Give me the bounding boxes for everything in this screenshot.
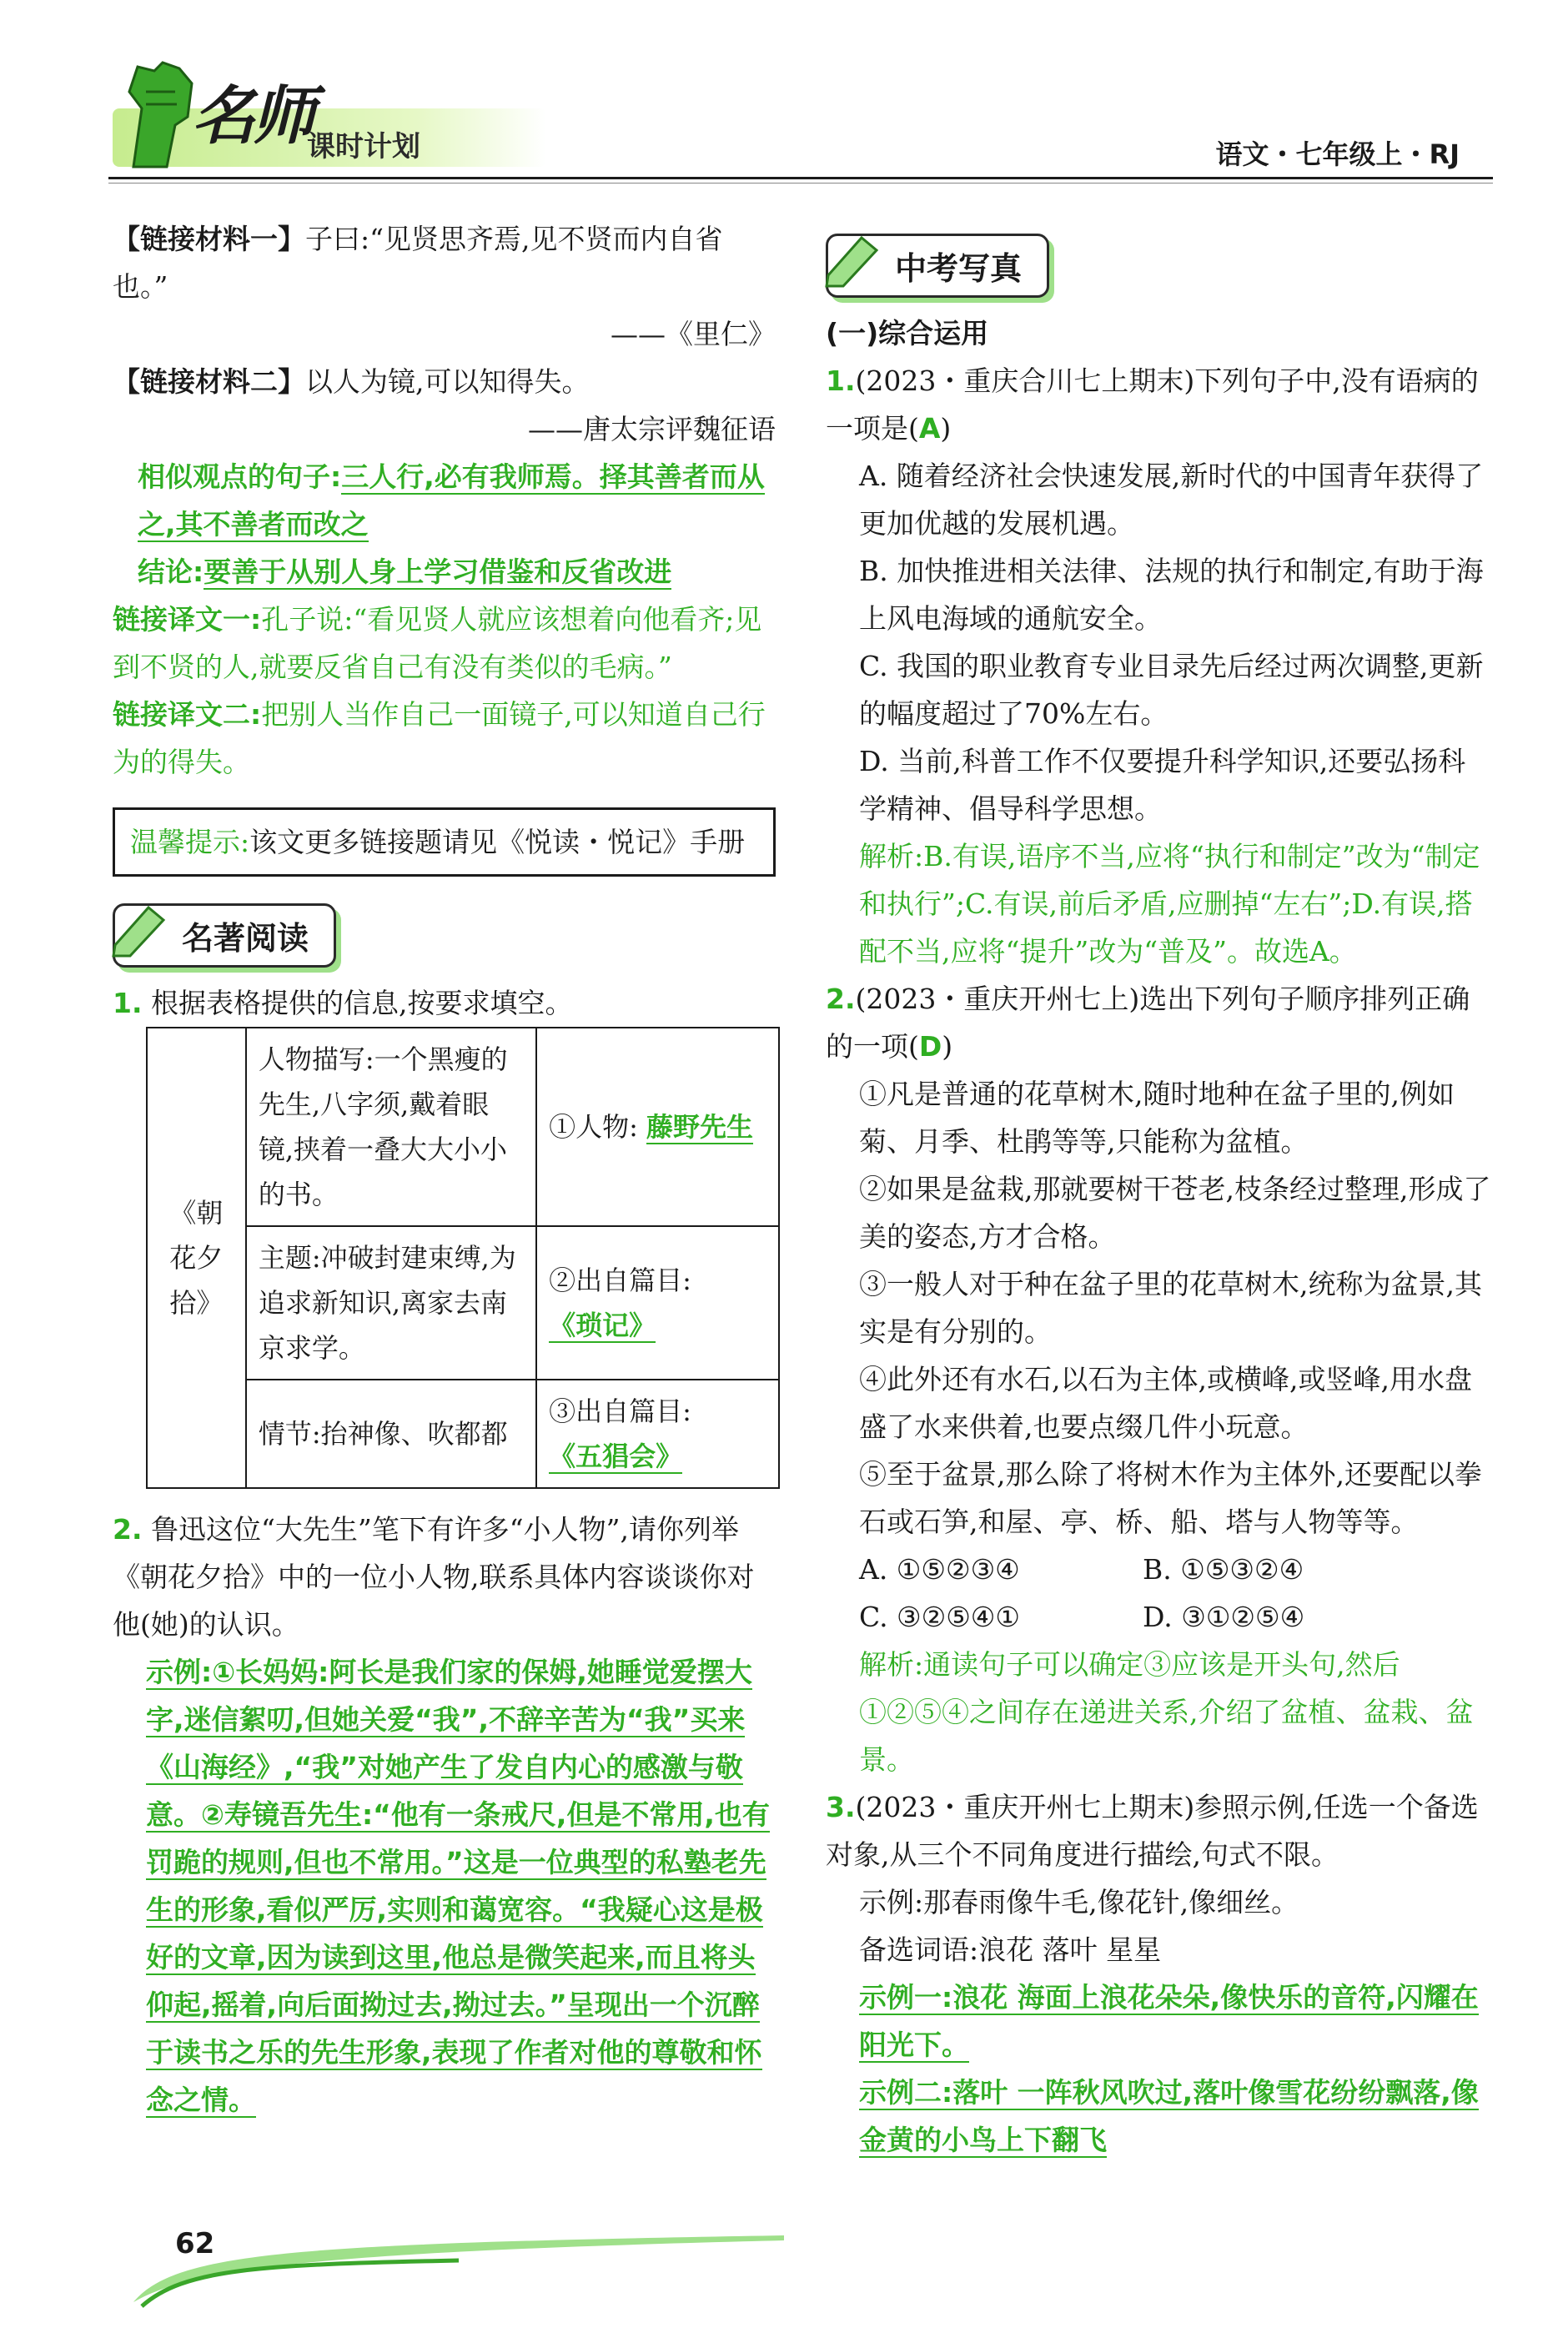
subject-label: 语文・七年级上・RJ — [1215, 138, 1460, 170]
q2-options-row — [826, 1546, 1493, 1593]
brand-tagline: 课时计划 — [307, 130, 420, 163]
q2-analysis: 解析:通读句子可以确定③应该是开头句,然后①②⑤④之间存在递进关系,介绍了盆植、盆栽、盆景。 — [859, 1648, 1474, 1776]
q2-sentence: ⑤至于盆景,那么除了将树木作为主体外,还要配以拳石或石笋,和屋、亭、桥、船、塔与人物等等。 — [859, 1458, 1482, 1538]
link1-text: 子曰:“见贤思齐焉,见不贤而内自省也。” — [113, 223, 723, 303]
page-header — [0, 0, 1568, 192]
q2-close: ) — [942, 1030, 953, 1063]
page-number: 62 — [175, 2227, 215, 2260]
similar-label: 相似观点的句子: — [138, 460, 342, 493]
link-material-2 — [113, 358, 776, 405]
part-label: (一)综合运用 — [826, 317, 989, 349]
desc-cell: 情节:抬神像、吹都都 — [246, 1380, 536, 1488]
exam-question-2 — [826, 975, 1493, 1070]
tip-label: 温馨提示: — [130, 826, 250, 858]
pencil-icon — [820, 229, 887, 288]
q2-answer: D — [918, 1030, 942, 1063]
header-rule-thin — [108, 183, 1493, 184]
section-title-text: 名著阅读 — [182, 920, 309, 957]
q1-option: A. 随着经济社会快速发展,新时代的中国青年获得了更加优越的发展机遇。 — [859, 460, 1484, 540]
q1-number: 1. — [113, 987, 143, 1019]
footer-swoosh-decoration — [125, 2219, 792, 2310]
q1-number: 1. — [826, 365, 856, 397]
prompt-text: ②出自篇目: — [549, 1265, 691, 1296]
q1-text: 根据表格提供的信息,按要求填空。 — [151, 987, 573, 1019]
q2-option: C. ③②⑤④① — [859, 1601, 1020, 1633]
pencil-icon — [107, 899, 173, 958]
header-rule — [108, 177, 1493, 179]
tip-text: 该文更多链接题请见《悦读・悦记》手册 — [249, 826, 746, 858]
prompt-text: ③出自篇目: — [549, 1395, 691, 1427]
section-title-text: 中考写真 — [895, 250, 1023, 287]
q2-sentence: ①凡是普通的花草树木,随时地种在盆子里的,例如菊、月季、杜鹃等等,只能称为盆植。 — [859, 1078, 1455, 1158]
exam-question-1 — [826, 357, 1493, 452]
brand-logo: 名师 — [192, 78, 312, 153]
q2-answer — [113, 1648, 776, 2124]
answer-cell — [536, 1028, 779, 1226]
q2-number: 2. — [826, 983, 856, 1015]
conclusion — [113, 548, 776, 596]
q2-sentence: ③一般人对于种在盆子里的花草树木,统称为盆景,其实是有分别的。 — [859, 1268, 1482, 1348]
q3-example: 示例:那春雨像牛毛,像花针,像细丝。 — [859, 1886, 1299, 1918]
link2-text: 以人为镜,可以知得失。 — [305, 365, 590, 398]
q2-sentence: ④此外还有水石,以石为主体,或横峰,或竖峰,用水盘盛了水来供着,也要点缀几件小玩意。 — [859, 1363, 1472, 1443]
answer-cell — [536, 1226, 779, 1380]
right-column — [826, 209, 1493, 2164]
translation-2 — [113, 691, 776, 786]
q1-text: (2023・重庆合川七上期末)下列句子中,没有语病的一项是( — [826, 365, 1479, 445]
question-1 — [113, 979, 776, 1027]
desc-cell: 人物描写:一个黑瘦的先生,八字须,戴着眼镜,挟着一叠大大小小的书。 — [246, 1028, 536, 1226]
q1-close: ) — [940, 412, 952, 445]
link2-label: 【链接材料二】 — [113, 365, 305, 398]
similar-answer: 三人行,必有我师焉。择其善者而从之,其不善者而改之 — [138, 460, 765, 541]
q2-sentence: ②如果是盆栽,那就要树干苍老,枝条经过整理,形成了美的姿态,方才合格。 — [859, 1173, 1491, 1253]
q1-option: C. 我国的职业教育专业目录先后经过两次调整,更新的幅度超过了70%左右。 — [859, 650, 1484, 730]
prompt-text: ①人物: — [549, 1111, 638, 1143]
q3-answer-2-text: 示例二:落叶 一阵秋风吹过,落叶像雪花纷纷飘落,像金黄的小鸟上下翻飞 — [859, 2076, 1479, 2156]
table-row — [147, 1028, 779, 1226]
fist-logo-icon — [117, 58, 200, 175]
q2-text: 鲁迅这位“大先生”笔下有许多“小人物”,请你列举《朝花夕拾》中的一位小人物,联系具体内容谈谈你对他(她)的认识。 — [113, 1513, 755, 1641]
q1-option: B. 加快推进相关法律、法规的执行和制定,有助于海上风电海域的通航安全。 — [859, 555, 1484, 635]
section-title-classics — [113, 903, 336, 968]
q3-answer-1 — [826, 1973, 1493, 2069]
exam-question-3 — [826, 1783, 1493, 1878]
trans2-text: 把别人当作自己一面镜子,可以知道自己行为的得失。 — [113, 698, 766, 778]
left-column — [113, 209, 776, 2124]
trans1-text: 孔子说:“看见贤人就应该想着向他看齐;见到不贤的人,就要反省自己有没有类似的毛病。” — [113, 603, 762, 683]
q1-answer: A — [918, 412, 941, 445]
link1-source: ——《里仁》 — [611, 318, 776, 350]
table-answer: 藤野先生 — [646, 1111, 754, 1143]
q2-options-row — [826, 1593, 1493, 1641]
desc-cell: 主题:冲破封建束缚,为追求新知识,离家去南京求学。 — [246, 1226, 536, 1380]
similar-sentence — [113, 453, 776, 548]
conclusion-answer: 要善于从别人身上学习借鉴和反省改进 — [204, 556, 672, 588]
q1-analysis: 解析:B.有误,语序不当,应将“执行和制定”改为“制定和执行”;C.有误,前后矛盾,应删掉“左右”;D.有误,搭配不当,应将“提升”改为“普及”。故选A。 — [859, 840, 1480, 968]
conclusion-label: 结论: — [138, 556, 204, 588]
q3-choices: 备选词语:浪花 落叶 星星 — [859, 1933, 1162, 1966]
table-answer: 《五猖会》 — [549, 1441, 683, 1472]
link2-source: ——唐太宗评魏征语 — [528, 413, 776, 445]
tip-box — [113, 807, 776, 877]
q2-option: A. ①⑤②③④ — [859, 1553, 1020, 1586]
q3-answer-1-text: 示例一:浪花 海面上浪花朵朵,像快乐的音符,闪耀在阳光下。 — [859, 1981, 1479, 2061]
translation-1 — [113, 596, 776, 691]
section-title-exam — [826, 234, 1049, 298]
trans2-label: 链接译文二: — [113, 698, 262, 731]
link1-label: 【链接材料一】 — [113, 223, 305, 255]
book-cell: 《朝花夕拾》 — [147, 1028, 246, 1488]
link-material-1 — [113, 215, 776, 310]
q2-number: 2. — [113, 1513, 143, 1546]
q2-option: D. ③①②⑤④ — [1143, 1601, 1305, 1633]
q2-option: B. ①⑤③②④ — [1143, 1553, 1304, 1586]
question-2 — [113, 1506, 776, 1648]
q2-answer-text: 示例:①长妈妈:阿长是我们家的保姆,她睡觉爱摆大字,迷信絮叨,但她关爱“我”,不辞辛苦为“我”买来《山海经》,“我”对她产生了发自内心的感激与敬意。②寿镜吾先生:“他有一条戒尺,但是不常用,也有罚跪的规则,但也不常用。”这是一位典型的私塾老先生的形象,看似严厉,实则和蔼宽容。“我疑心这是极好的文章,因为读到这里,他总是微笑起来,而且将头仰起,摇着,向后面拗过去,拗过去。”呈现出一个沉醉于读书之乐的先生形象,表现了作者对他的尊敬和怀念之情。 — [146, 1656, 770, 2116]
q3-number: 3. — [826, 1791, 856, 1823]
trans1-label: 链接译文一: — [113, 603, 262, 636]
info-table — [146, 1027, 780, 1489]
q3-text: (2023・重庆开州七上期末)参照示例,任选一个备选对象,从三个不同角度进行描绘,句式不限。 — [826, 1791, 1479, 1871]
q2-text: (2023・重庆开州七上)选出下列句子顺序排列正确的一项( — [826, 983, 1470, 1063]
q1-option: D. 当前,科普工作不仅要提升科学知识,还要弘扬科学精神、倡导科学思想。 — [859, 745, 1466, 825]
table-answer: 《琐记》 — [549, 1310, 656, 1341]
answer-cell — [536, 1380, 779, 1488]
q3-answer-2 — [826, 2069, 1493, 2164]
